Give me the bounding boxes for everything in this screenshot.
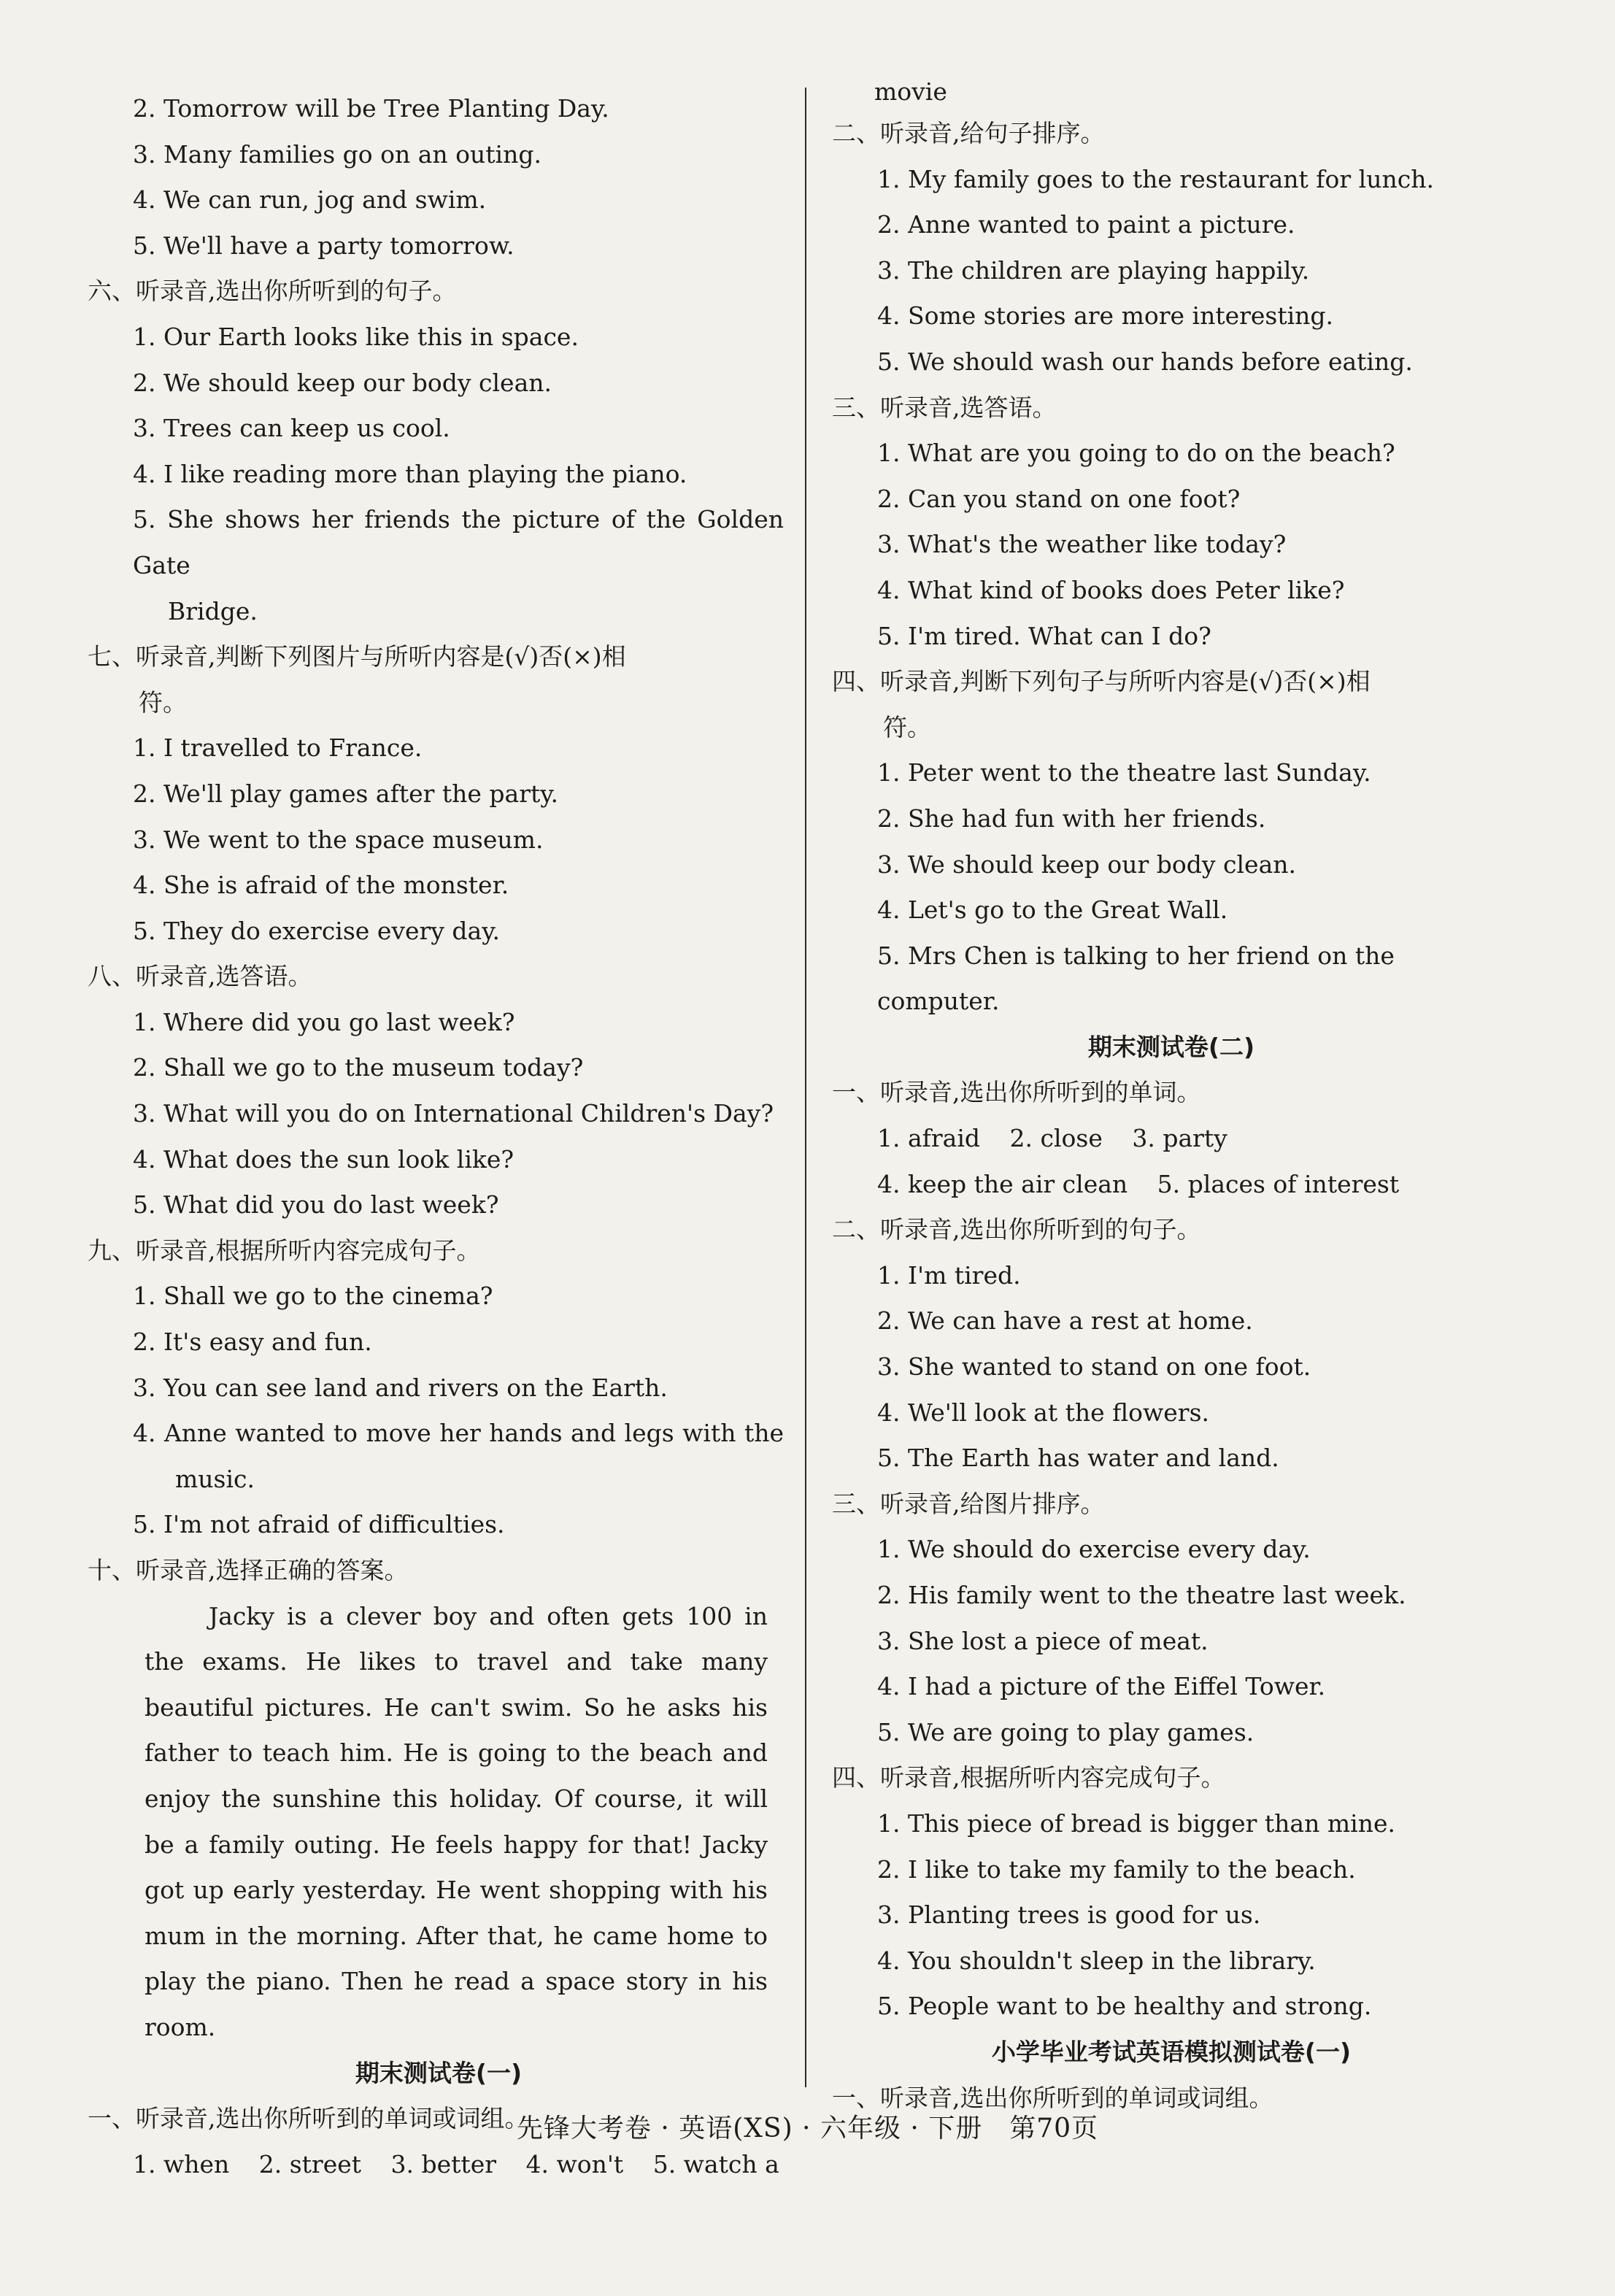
exam-title: 期末测试卷(二) — [1087, 1032, 1255, 1061]
section-heading-continuation: 符。 — [883, 712, 931, 741]
section-heading: 七、听录音,判断下列图片与所听内容是(√)否(×)相 — [88, 642, 626, 671]
list-item: 4. Some stories are more interesting. — [877, 301, 1334, 331]
section-heading: 一、听录音,选出你所听到的单词或词组。 — [832, 2083, 1273, 2112]
list-item: 2. We should keep our body clean. — [133, 368, 552, 397]
list-item: 2. She had fun with her friends. — [877, 804, 1266, 833]
list-item: 3. What will you do on International Children's Day? — [133, 1099, 774, 1128]
list-item: 2. Tomorrow will be Tree Planting Day. — [133, 94, 609, 123]
list-item: 2. Can you stand on one foot? — [877, 484, 1241, 513]
list-item: 2. Anne wanted to paint a picture. — [877, 210, 1295, 239]
exam-title: 期末测试卷(一) — [355, 2058, 523, 2087]
section-heading: 三、听录音,给图片排序。 — [832, 1489, 1105, 1518]
list-item: 3. We went to the space museum. — [133, 825, 544, 854]
list-item: 4. I like reading more than playing the piano. — [133, 459, 687, 488]
list-item: 1. What are you going to do on the beach? — [877, 439, 1395, 468]
list-item: 4. Let's go to the Great Wall. — [877, 895, 1228, 925]
list-item: 1. I travelled to France. — [133, 733, 423, 763]
list-item: 5. Mrs Chen is talking to her friend on the computer. — [877, 941, 1395, 1016]
list-item: 5. We'll have a party tomorrow. — [133, 231, 514, 260]
column-divider — [805, 88, 806, 2087]
list-item: 2. It's easy and fun. — [133, 1328, 372, 1357]
section-heading: 一、听录音,选出你所听到的单词或词组。 — [88, 2104, 529, 2133]
section-heading: 三、听录音,选答语。 — [832, 393, 1057, 422]
list-item: 1. Peter went to the theatre last Sunday. — [877, 758, 1371, 787]
right-column — [832, 77, 1511, 2121]
section-heading: 四、听录音,判断下列句子与所听内容是(√)否(×)相 — [832, 667, 1371, 696]
list-item: 4. We can run, jog and swim. — [133, 185, 487, 215]
list-item: 4. We'll look at the flowers. — [877, 1398, 1209, 1427]
list-item-continuation: Bridge. — [168, 596, 258, 625]
section-heading: 六、听录音,选出你所听到的句子。 — [88, 277, 457, 306]
section-heading: 一、听录音,选出你所听到的单词。 — [832, 1078, 1201, 1107]
list-item: 4. What does the sun look like? — [133, 1144, 514, 1174]
left-column — [88, 86, 790, 2187]
list-item: 5. People want to be healthy and strong. — [877, 1992, 1372, 2021]
word-option: 4. keep the air clean — [877, 1169, 1128, 1198]
list-item: 4. I had a picture of the Eiffel Tower. — [877, 1672, 1326, 1701]
list-item: 3. She wanted to stand on one foot. — [877, 1352, 1311, 1382]
list-item: 1. Where did you go last week? — [133, 1007, 515, 1036]
list-item: 4. She is afraid of the monster. — [133, 871, 509, 900]
word-option: 4. won't — [525, 2149, 624, 2178]
page-footer: 先锋大考卷 · 英语(XS) · 六年级 · 下册 第70页 — [516, 2114, 1099, 2143]
word-option: 3. party — [1132, 1124, 1227, 1153]
list-item: 1. Our Earth looks like this in space. — [133, 322, 579, 351]
reading-passage: Jacky is a clever boy and often gets 100 in the exams. He likes to travel and take many beautiful pictures. He can't swim. So he asks his father to teach him. He is going to the beach and enjoy the sunshine this holiday. Of course, it will be a family outing. He feels happy for that! Jacky got up early yesterday. He went shopping with his mum in the morning. After that, he came home to play the piano. Then he read a space story in his room. — [144, 1601, 768, 2041]
list-item: 2. We'll play games after the party. — [133, 779, 558, 808]
section-heading: 四、听录音,根据所听内容完成句子。 — [832, 1763, 1225, 1792]
list-item: 5. I'm not afraid of difficulties. — [133, 1510, 505, 1539]
list-item: 5. The Earth has water and land. — [877, 1444, 1279, 1473]
exam-title: 小学毕业考试英语模拟测试卷(一) — [991, 2037, 1352, 2066]
section-heading: 二、听录音,给句子排序。 — [832, 119, 1105, 147]
list-item-continuation: movie — [874, 77, 947, 106]
list-item: 5. She shows her friends the picture of the Golden Gate — [133, 505, 784, 579]
list-item: 3. Many families go on an outing. — [133, 139, 541, 169]
list-item: 1. We should do exercise every day. — [877, 1535, 1311, 1564]
list-item: 3. You can see land and rivers on the Earth. — [133, 1373, 668, 1402]
section-heading: 八、听录音,选答语。 — [88, 962, 312, 991]
list-item: 1. I'm tired. — [877, 1260, 1021, 1290]
word-options — [832, 1162, 1511, 1208]
list-item: 3. The children are playing happily. — [877, 255, 1310, 285]
word-option: 2. street — [258, 2149, 362, 2178]
list-item: 2. I like to take my family to the beach. — [877, 1854, 1356, 1884]
list-item: 5. We are going to play games. — [877, 1717, 1254, 1746]
list-item: 3. Planting trees is good for us. — [877, 1900, 1261, 1930]
word-option: 5. watch a — [652, 2149, 779, 2178]
list-item: 1. My family goes to the restaurant for lunch. — [877, 164, 1434, 193]
list-item: 1. Shall we go to the cinema? — [133, 1282, 493, 1311]
word-option: 5. places of interest — [1157, 1169, 1400, 1198]
list-item: 2. His family went to the theatre last week. — [877, 1581, 1406, 1609]
word-option: 1. when — [133, 2149, 230, 2178]
list-item: 2. We can have a rest at home. — [877, 1306, 1253, 1336]
word-options — [832, 1116, 1511, 1162]
list-item: 3. We should keep our body clean. — [877, 850, 1296, 879]
list-item: 1. This piece of bread is bigger than mine. — [877, 1808, 1395, 1838]
section-heading: 十、听录音,选择正确的答案。 — [88, 1556, 409, 1584]
word-option: 2. close — [1009, 1124, 1103, 1153]
list-item: 2. Shall we go to the museum today? — [133, 1053, 584, 1082]
word-option: 3. better — [390, 2149, 497, 2178]
list-item: 5. We should wash our hands before eating. — [877, 347, 1413, 376]
list-item: 3. She lost a piece of meat. — [877, 1626, 1209, 1655]
list-item: 4. Anne wanted to move her hands and legs with the — [133, 1419, 784, 1448]
list-item: 5. They do exercise every day. — [133, 916, 500, 945]
list-item: 4. You shouldn't sleep in the library. — [877, 1946, 1316, 1975]
section-heading: 二、听录音,选出你所听到的句子。 — [832, 1215, 1201, 1244]
list-item: 4. What kind of books does Peter like? — [877, 575, 1345, 604]
list-item: 3. Trees can keep us cool. — [133, 414, 450, 443]
list-item: 5. What did you do last week? — [133, 1190, 499, 1220]
list-item: 5. I'm tired. What can I do? — [877, 621, 1211, 650]
list-item-continuation: music. — [175, 1464, 255, 1493]
word-options — [88, 2142, 790, 2188]
word-option: 1. afraid — [877, 1124, 980, 1153]
list-item: 3. What's the weather like today? — [877, 530, 1287, 559]
section-heading: 九、听录音,根据所听内容完成句子。 — [88, 1236, 481, 1265]
section-heading-continuation: 符。 — [139, 687, 187, 717]
